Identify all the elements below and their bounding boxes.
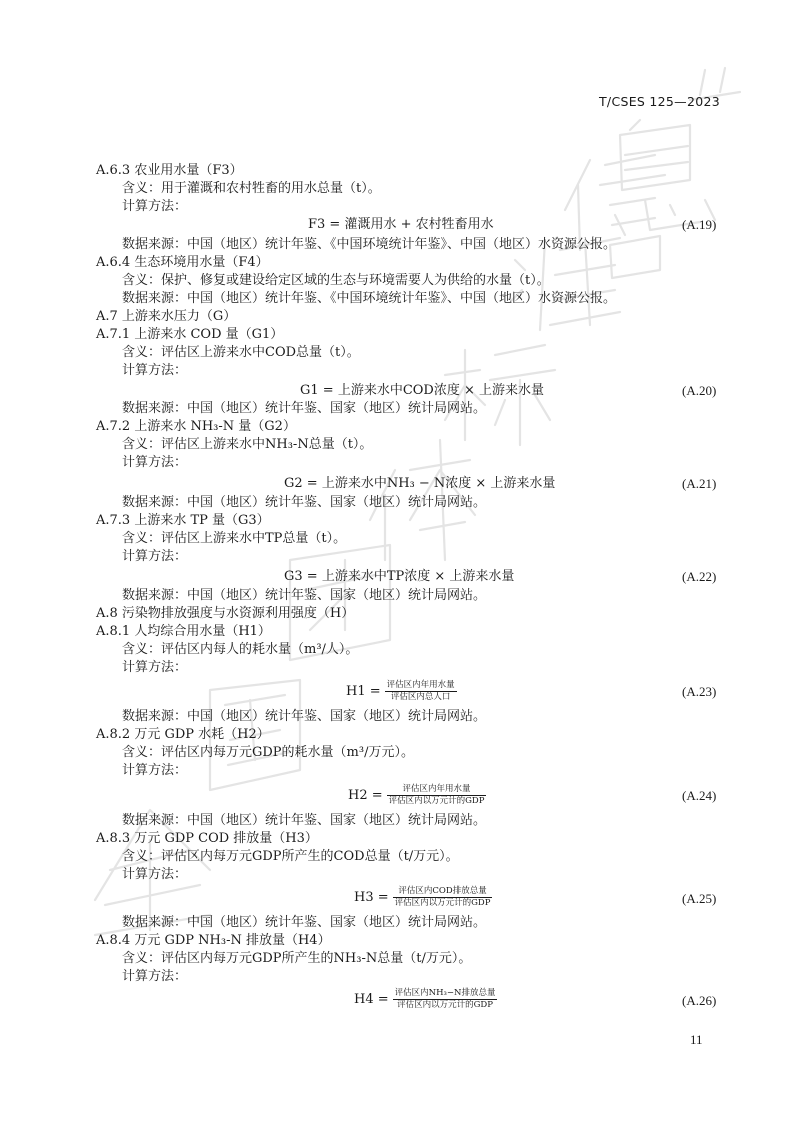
calculation-label: 计算方法： [122, 455, 188, 470]
calculation-label: 计算方法： [122, 867, 188, 882]
data-source-text: 数据来源：中国（地区）统计年鉴、国家（地区）统计局网站。 [122, 588, 487, 603]
definition-text: 含义：用于灌溉和农村牲畜的用水总量（t）。 [122, 181, 381, 196]
equation-number: (A.23) [682, 684, 717, 699]
fraction-numerator: 评估区内NH₃−N排放总量 [394, 988, 496, 998]
definition-text: 含义：评估区内每万元GDP所产生的NH₃-N总量（t/万元）。 [122, 951, 472, 966]
calculation-label: 计算方法： [122, 199, 188, 214]
fraction-numerator: 评估区内年用水量 [386, 680, 455, 690]
calculation-label: 计算方法： [122, 660, 188, 675]
section-heading: A.7.1 上游来水 COD 量（G1） [96, 327, 284, 342]
page-number: 11 [690, 1032, 703, 1047]
data-source-text: 数据来源：中国（地区）统计年鉴、国家（地区）统计局网站。 [122, 709, 487, 724]
fraction-numerator: 评估区内年用水量 [402, 784, 471, 794]
calculation-label: 计算方法： [122, 763, 188, 778]
section-heading: A.7.2 上游来水 NH₃-N 量（G2） [96, 419, 296, 434]
equation-expression: G3 = 上游来水中TP浓度 × 上游来水量 [284, 569, 515, 584]
equation-lhs: H2 = [348, 788, 383, 803]
calculation-label: 计算方法： [122, 549, 188, 564]
data-source-text: 数据来源：中国（地区）统计年鉴、《中国环境统计年鉴》、中国（地区）水资源公报。 [122, 237, 617, 252]
equation [0, 380, 794, 402]
equation-number: (A.19) [682, 217, 717, 232]
definition-text: 含义：评估区内每万元GDP所产生的COD总量（t/万元）。 [122, 849, 459, 864]
data-source-text: 数据来源：中国（地区）统计年鉴、国家（地区）统计局网站。 [122, 495, 487, 510]
section-heading: A.6.4 生态环境用水量（F4） [96, 255, 269, 270]
definition-text: 含义：保护、修复或建设给定区域的生态与环境需要人为供给的水量（t）。 [122, 273, 550, 288]
section-heading: A.8.4 万元 GDP NH₃-N 排放量（H4） [96, 933, 331, 948]
fraction-denominator: 评估区内以万元计的GDP [388, 796, 485, 806]
equation-number: (A.26) [682, 993, 717, 1008]
section-heading: A.7.3 上游来水 TP 量（G3） [96, 513, 270, 528]
section-heading: A.8.2 万元 GDP 水耗（H2） [96, 727, 270, 742]
definition-text: 含义：评估区上游来水中COD总量（t）。 [122, 345, 360, 360]
fraction-equation [348, 784, 486, 807]
calculation-label: 计算方法： [122, 363, 188, 378]
data-source-text: 数据来源：中国（地区）统计年鉴、《中国环境统计年鉴》、中国（地区）水资源公报。 [122, 291, 617, 306]
equation-expression: G1 = 上游来水中COD浓度 × 上游来水量 [300, 383, 544, 398]
equation-number: (A.20) [682, 383, 717, 398]
section-heading: A.8.3 万元 GDP COD 排放量（H3） [96, 831, 318, 846]
section-heading: A.6.3 农业用水量（F3） [96, 163, 243, 178]
equation-expression: F3 = 灌溉用水 + 农村牲畜用水 [308, 217, 494, 232]
fraction-denominator: 评估区内以万元计的GDP [394, 898, 491, 908]
equation-number: (A.21) [682, 476, 717, 491]
definition-text: 含义：评估区上游来水中NH₃-N总量（t）。 [122, 437, 373, 452]
fraction-denominator: 评估区内总人口 [390, 692, 451, 702]
equation-number: (A.25) [682, 891, 717, 906]
calculation-label: 计算方法： [122, 969, 188, 984]
definition-text: 含义：评估区内每万元GDP的耗水量（m³/万元）。 [122, 745, 414, 760]
data-source-text: 数据来源：中国（地区）统计年鉴、国家（地区）统计局网站。 [122, 813, 487, 828]
equation-expression: G2 = 上游来水中NH₃ − N浓度 × 上游来水量 [284, 476, 556, 491]
equation-number: (A.22) [682, 569, 717, 584]
equation-number: (A.24) [682, 788, 717, 803]
definition-text: 含义：评估区上游来水中TP总量（t）。 [122, 531, 347, 546]
fraction-equation [354, 988, 497, 1011]
section-heading: A.7 上游来水压力（G） [96, 309, 237, 324]
data-source-text: 数据来源：中国（地区）统计年鉴、国家（地区）统计局网站。 [122, 915, 487, 930]
equation-lhs: H3 = [354, 890, 389, 905]
section-heading: A.8 污染物排放强度与水资源利用强度（H） [96, 606, 355, 621]
fraction-denominator: 评估区内以万元计的GDP [397, 1000, 493, 1010]
equation [0, 214, 794, 236]
standard-code: T/CSES 125—2023 [599, 94, 720, 109]
equation [0, 566, 794, 588]
fraction-numerator: 评估区内COD排放总量 [398, 886, 487, 896]
definition-text: 含义：评估区内每人的耗水量（m³/人）。 [122, 642, 359, 657]
section-heading: A.8.1 人均综合用水量（H1） [96, 624, 271, 639]
data-source-text: 数据来源：中国（地区）统计年鉴、国家（地区）统计局网站。 [122, 401, 487, 416]
equation [0, 473, 794, 495]
equation-lhs: H1 = [346, 684, 381, 699]
fraction-equation [346, 680, 457, 703]
fraction-equation [354, 886, 492, 909]
equation-lhs: H4 = [354, 992, 389, 1007]
